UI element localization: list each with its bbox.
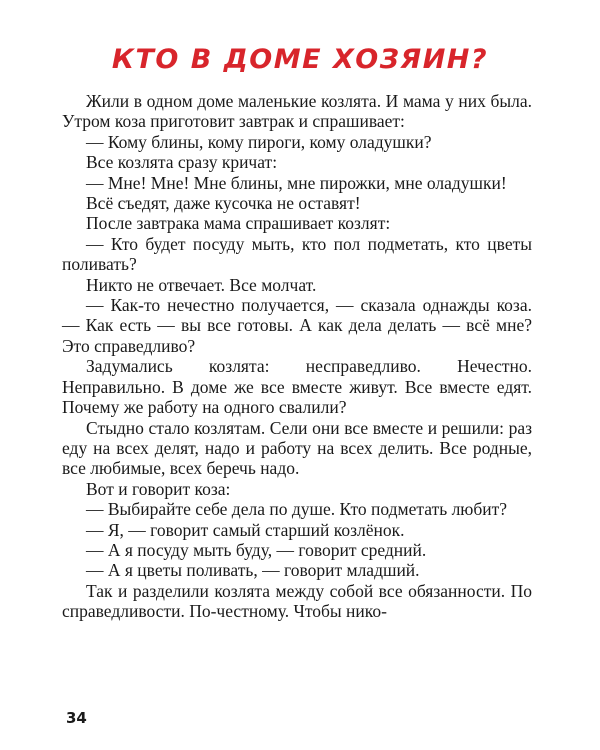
paragraph: Задумались козлята: несправедливо. Нечестно. Неправильно. В доме же все вместе живут. Все вместе едят. Почему же работу на одного свалили? [62,356,532,418]
paragraph: — Мне! Мне! Мне блины, мне пирожки, мне оладушки! [86,172,507,193]
paragraph: Жили в одном доме маленькие козлята. И мама у них была. Утром коза приготовит завтрак и спрашивает: [62,91,532,132]
page-number: 34 [66,709,87,727]
paragraph: Всё съедят, даже кусочка не оставят! [86,193,361,214]
paragraph: — Кто будет посуду мыть, кто пол подметать, кто цветы поливать? [62,233,532,275]
paragraph: Так и разделили козлята между собой все обязанности. По справедливости. По-честному. Чтобы нико- [62,580,532,622]
paragraph: — Я, — говорит самый старший козлёнок. [86,519,405,540]
paragraph: Никто не отвечает. Все молчат. [86,274,317,295]
paragraph: — Как-то нечестно получается, — сказала однажды коза. — Как есть — вы все готовы. А как дела делать — всё мне? Это справедливо? [62,295,532,356]
paragraph: Вот и говорит коза: [86,478,231,499]
story-title: КТО В ДОМЕ ХОЗЯИН? [111,44,489,75]
paragraph: — Кому блины, кому пироги, кому оладушки? [86,131,432,152]
paragraph: После завтрака мама спрашивает козлят: [86,213,391,234]
paragraph: — А я посуду мыть буду, — говорит средний. [86,539,427,560]
paragraph: — А я цветы поливать, — говорит младший. [86,560,420,581]
story-text [62,91,532,622]
paragraph: Все козлята сразу кричат: [86,152,278,173]
paragraph: — Выбирайте себе дела по душе. Кто подметать любит? [86,499,508,520]
paragraph: Стыдно стало козлятам. Сели они все вместе и решили: раз еду на всех делят, надо и работу на всех делить. Все родные, все любимые, всех беречь надо. [62,417,532,479]
